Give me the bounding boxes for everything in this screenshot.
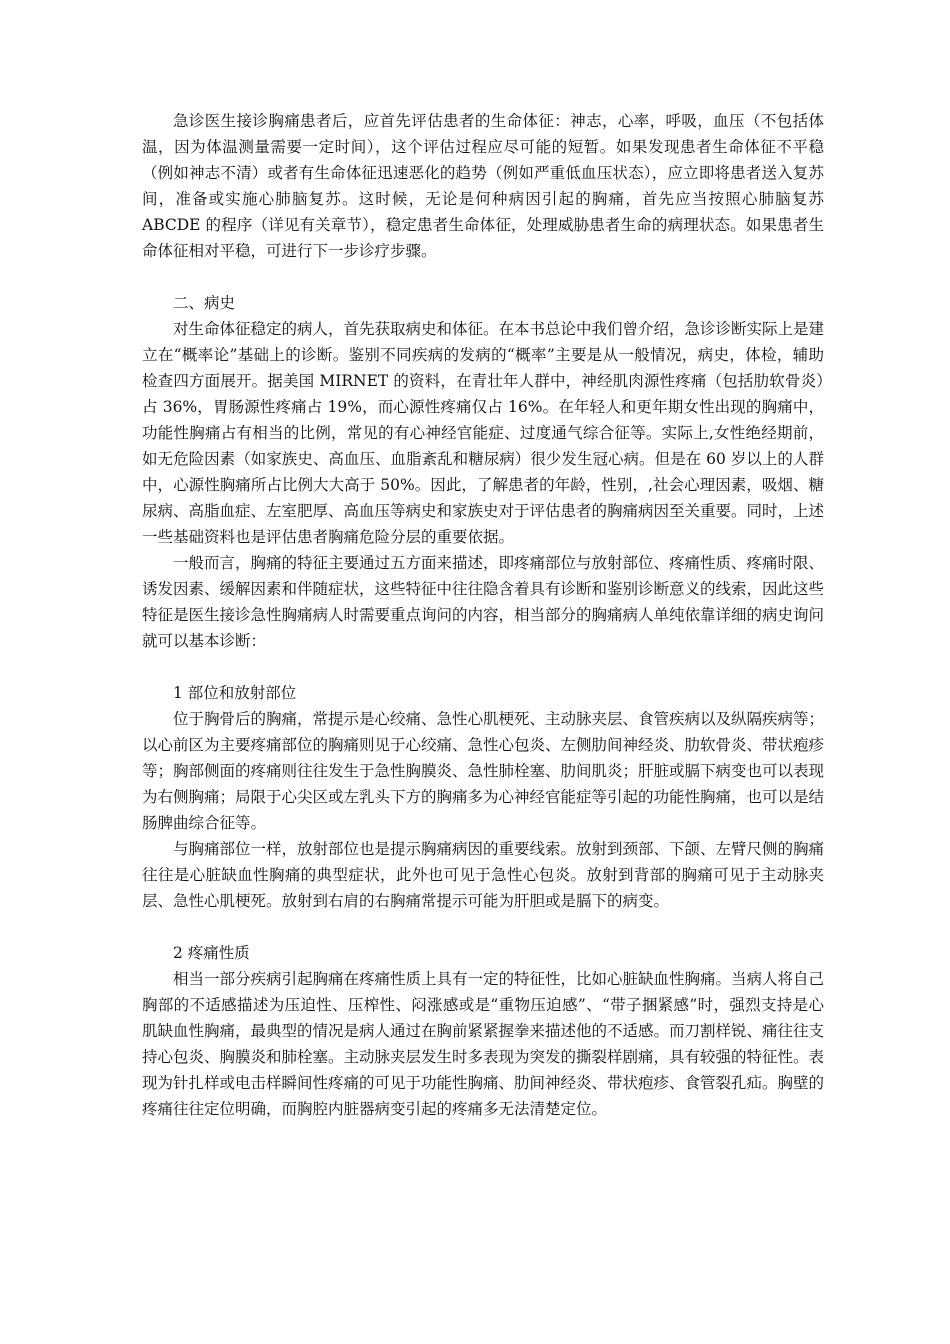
paragraph-gap <box>142 914 824 940</box>
paragraph-history-intro: 对生命体征稳定的病人，首先获取病史和体征。在本书总论中我们曾介绍，急诊诊断实际上是建立在“概率论”基础上的诊断。鉴别不同疾病的发病的“概率”主要是从一般情况，病史，体检，辅助检查四方面展开。据美国 MIRNET 的资料，在青壮年人群中，神经肌肉源性疼痛（包括肋软骨炎）占 36%，胃肠源性疼痛占 19%，而心源性疼痛仅占 16%。在年轻人和更年期女性出现的胸痛中，功能性胸痛占有相当的比例，常见的有心神经官能症、过度通气综合征等。实际上,女性绝经期前，如无危险因素（如家族史、高血压、血脂紊乱和糖尿病）很少发生冠心病。但是在 60 岁以上的人群中，心源性胸痛所占比例大大高于 50%。因此，了解患者的年龄，性别，,社会心理因素，吸烟、糖尿病、高脂血症、左室肥厚、高血压等病史和家族史对于评估患者的胸痛病因至关重要。同时，上述一些基础资料也是评估患者胸痛危险分层的重要依据。 <box>142 320 825 546</box>
paragraph-pain-features: 一般而言，胸痛的特征主要通过五方面来描述，即疼痛部位与放射部位、疼痛性质、疼痛时限、诱发因素、缓解因素和伴随症状，这些特征中往往隐含着具有诊断和鉴别诊断意义的线索，因此这些特征是医生接诊急性胸痛病人时需要重点询问的内容，相当部分的胸痛病人单纯依靠详细的病史询问就可以基本诊断： <box>142 554 825 650</box>
subsection-heading-nature: 2 疼痛性质 <box>173 944 250 962</box>
section-heading-history: 二、病史 <box>173 294 236 312</box>
document-page <box>142 108 824 1122</box>
paragraph-pain-nature: 相当一部分疾病引起胸痛在疼痛性质上具有一定的特征性，比如心脏缺血性胸痛。当病人将自己胸部的不适感描述为压迫性、压榨性、闷涨感或是“重物压迫感”、“带子捆紧感”时，强烈支持是心肌缺血性胸痛，最典型的情况是病人通过在胸前紧紧握拳来描述他的不适感。而刀割样锐、痛往往支持心包炎、胸膜炎和肺栓塞。主动脉夹层发生时多表现为突发的撕裂样剧痛，具有较强的特征性。表现为针扎样或电击样瞬间性疼痛的可见于功能性胸痛、肋间神经炎、带状疱疹、食管裂孔疝。胸壁的疼痛往往定位明确，而胸腔内脏器病变引起的疼痛多无法清楚定位。 <box>142 970 825 1118</box>
paragraph-gap <box>142 264 824 290</box>
paragraph-gap <box>142 654 824 680</box>
subsection-heading-location: 1 部位和放射部位 <box>173 684 297 702</box>
paragraph-vital-signs: 急诊医生接诊胸痛患者后，应首先评估患者的生命体征：神志，心率，呼吸，血压（不包括体温，因为体温测量需要一定时间），这个评估过程应尽可能的短暂。如果发现患者生命体征不平稳（例如神志不清）或者有生命体征迅速恶化的趋势（例如严重低血压状态），应立即将患者送入复苏间，准备或实施心肺脑复苏。这时候，无论是何种病因引起的胸痛，首先应当按照心肺脑复苏 ABCDE 的程序（详见有关章节），稳定患者生命体征，处理威胁患者生命的病理状态。如果患者生命体征相对平稳，可进行下一步诊疗步骤。 <box>142 112 824 260</box>
paragraph-pain-location: 位于胸骨后的胸痛，常提示是心绞痛、急性心肌梗死、主动脉夹层、食管疾病以及纵隔疾病等；以心前区为主要疼痛部位的胸痛则见于心绞痛、急性心包炎、左侧肋间神经炎、肋软骨炎、带状疱疹等；胸部侧面的疼痛则往往发生于急性胸膜炎、急性肺栓塞、肋间肌炎；肝脏或膈下病变也可以表现为右侧胸痛；局限于心尖区或左乳头下方的胸痛多为心神经官能症等引起的功能性胸痛，也可以是结肠脾曲综合征等。 <box>142 710 825 832</box>
paragraph-radiation: 与胸痛部位一样，放射部位也是提示胸痛病因的重要线索。放射到颈部、下颌、左臂尺侧的胸痛往往是心脏缺血性胸痛的典型症状，此外也可见于急性心包炎。放射到背部的胸痛可见于主动脉夹层、急性心肌梗死。放射到右肩的右胸痛常提示可能为肝胆或是膈下的病变。 <box>142 840 825 910</box>
